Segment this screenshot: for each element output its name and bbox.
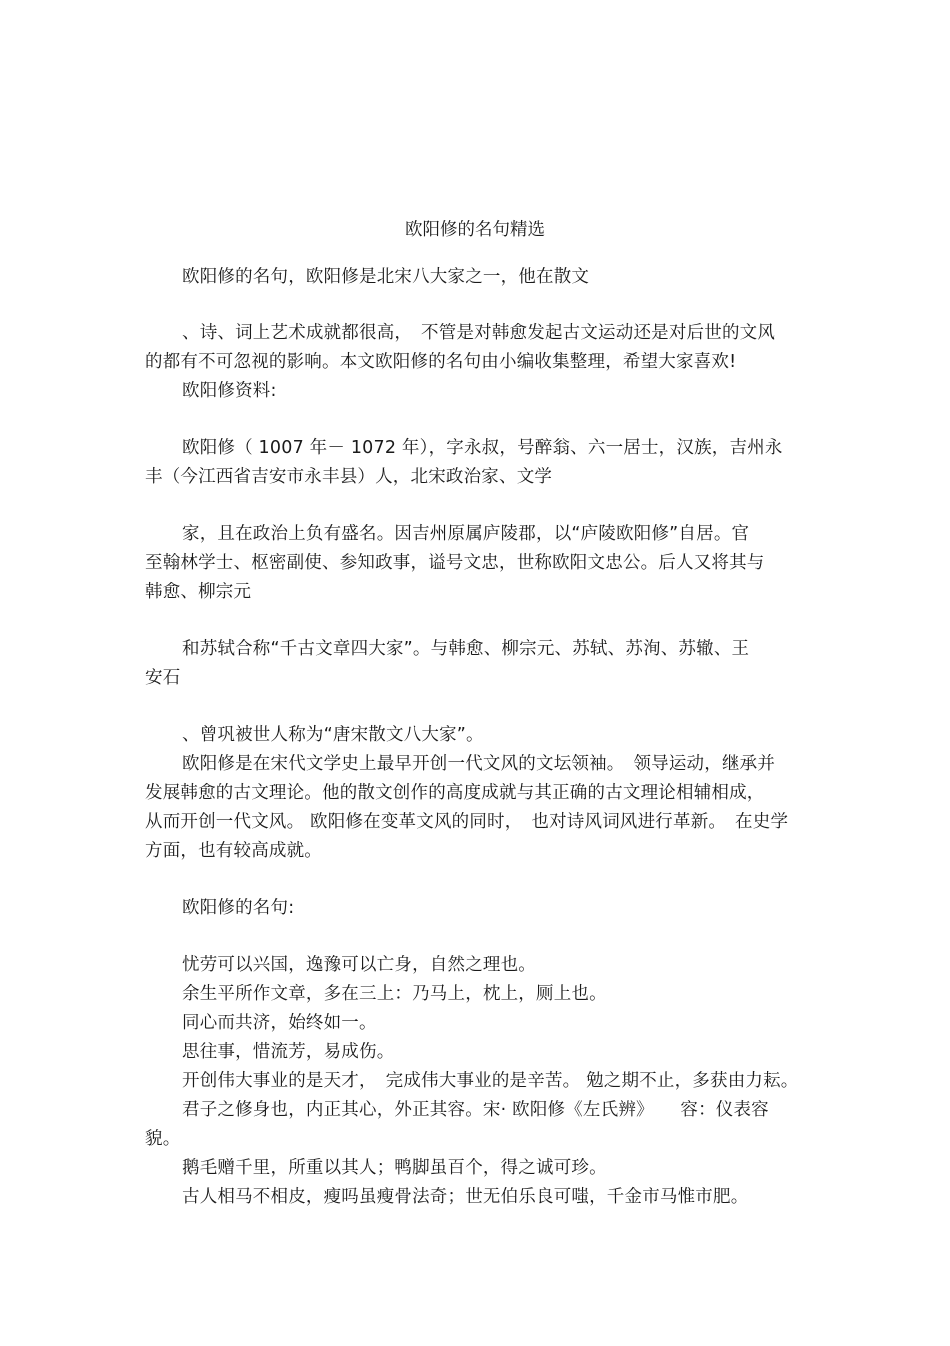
quote-line: 思往事，惜流芳，易成伤。 bbox=[182, 1042, 395, 1062]
quote-line: 君子之修身也，内正其心，外正其容。宋· 欧阳修《左氏辨》 容：仪表容 bbox=[182, 1100, 769, 1120]
paragraph-line: 和苏轼合称“千古文章四大家”。与韩愈、柳宗元、苏轼、苏洵、苏辙、王 bbox=[182, 639, 750, 659]
quote-line: 貌。 bbox=[145, 1129, 181, 1149]
quote-line: 余生平所作文章，多在三上：乃马上，枕上，厕上也。 bbox=[182, 984, 607, 1004]
paragraph-line: 欧阳修资料: bbox=[182, 381, 277, 401]
paragraph-line: 韩愈、柳宗元 bbox=[145, 582, 252, 602]
paragraph-line: 欧阳修是在宋代文学史上最早开创一代文风的文坛领袖。 领导运动，继承并 bbox=[182, 754, 776, 774]
paragraph-line: 家，且在政治上负有盛名。因吉州原属庐陵郡，以“庐陵欧阳修”自居。官 bbox=[182, 524, 750, 544]
paragraph-line: 安石 bbox=[145, 668, 181, 688]
paragraph-line: 、诗、词上艺术成就都很高， 不管是对韩愈发起古文运动还是对后世的文风 bbox=[182, 323, 776, 343]
section-heading: 欧阳修的名句: bbox=[182, 898, 295, 918]
paragraph-line: 发展韩愈的古文理论。他的散文创作的高度成就与其正确的古文理论相辅相成， bbox=[145, 783, 765, 803]
paragraph-line: 至翰林学士、枢密副使、参知政事，谥号文忠，世称欧阳文忠公。后人又将其与 bbox=[145, 553, 765, 573]
paragraph-line: 欧阳修的名句，欧阳修是北宋八大家之一，他在散文 bbox=[182, 267, 590, 287]
quote-line: 鹅毛赠千里，所重以其人；鸭脚虽百个，得之诚可珍。 bbox=[182, 1158, 607, 1178]
paragraph-line: 丰（今江西省吉安市永丰县）人，北宋政治家、文学 bbox=[145, 467, 553, 487]
paragraph-line: 、曾巩被世人称为“唐宋散文八大家”。 bbox=[182, 725, 484, 745]
quote-line: 同心而共济，始终如一。 bbox=[182, 1013, 377, 1033]
paragraph-line: 方面，也有较高成就。 bbox=[145, 841, 322, 861]
paragraph-line: 的都有不可忽视的影响。本文欧阳修的名句由小编收集整理，希望大家喜欢! bbox=[145, 352, 737, 372]
paragraph-line: 欧阳修（ 1007 年－ 1072 年），字永叔，号醉翁、六一居士，汉族，吉州永 bbox=[182, 438, 783, 458]
paragraph-line: 从而开创一代文风。 欧阳修在变革文风的同时， 也对诗风词风进行革新。 在史学 bbox=[145, 812, 789, 832]
page-title: 欧阳修的名句精选 bbox=[405, 220, 545, 240]
quote-line: 开创伟大事业的是天才， 完成伟大事业的是辛苦。 勉之期不止，多获由力耘。 bbox=[182, 1071, 799, 1091]
quote-line: 忧劳可以兴国，逸豫可以亡身，自然之理也。 bbox=[182, 955, 536, 975]
quote-line: 古人相马不相皮，瘦吗虽瘦骨法奇；世无伯乐良可嗤，千金市马惟市肥。 bbox=[182, 1187, 749, 1207]
